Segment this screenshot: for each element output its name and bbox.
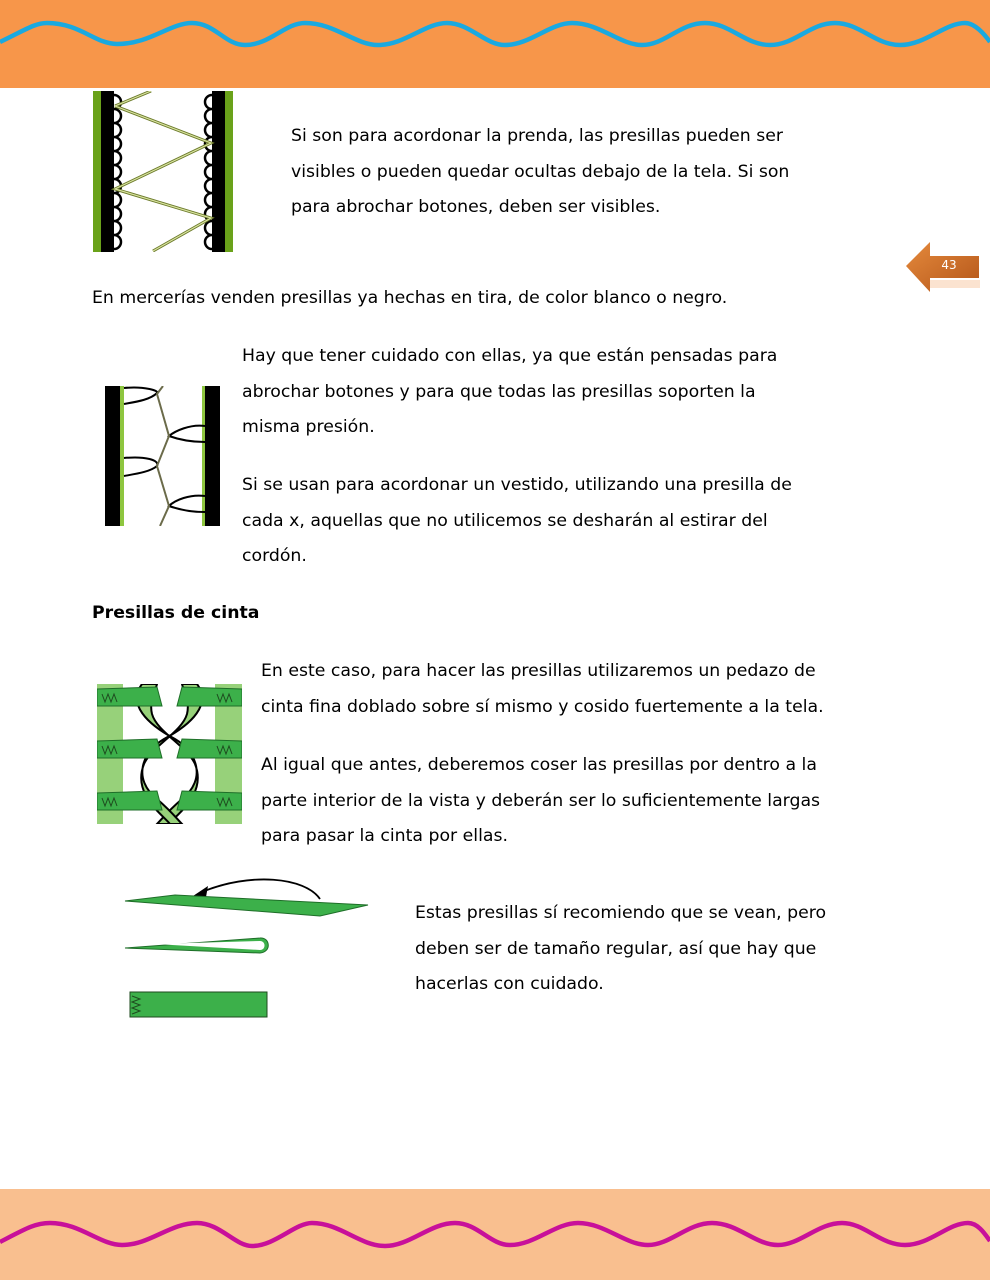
- paragraph-5: [261, 654, 824, 725]
- line: visibles o pueden quedar ocultas debajo de la tela. Si son: [291, 161, 790, 182]
- line: misma presión.: [242, 417, 375, 437]
- presilla-chain-illustration: [93, 91, 233, 252]
- ribbon-presilla-illustration: [97, 684, 242, 824]
- line: Si se usan para acordonar un vestido, utilizando una presilla de: [242, 475, 792, 495]
- line: Si son para acordonar la prenda, las presillas pueden ser: [291, 126, 783, 146]
- line: deben ser de tamaño regular, así que hay que: [415, 938, 817, 959]
- wave-decoration-icon: [0, 0, 990, 88]
- line: abrochar botones y para que todas las presillas soporten la: [242, 381, 756, 402]
- line: cinta fina doblado sobre sí mismo y cosido fuertemente a la tela.: [261, 696, 824, 717]
- paragraph-3: [242, 339, 777, 446]
- paragraph-6: [261, 748, 820, 855]
- paragraph-7: [415, 896, 826, 1003]
- paragraph-2: En mercerías venden presillas ya hechas en tira, de color blanco o negro.: [92, 288, 728, 308]
- line: parte interior de la vista y deberán ser lo suficientemente largas: [261, 790, 821, 811]
- line: Al igual que antes, deberemos coser las presillas por dentro a la: [261, 755, 817, 775]
- wave-decoration-icon: [0, 1189, 990, 1280]
- thread-presilla-illustration: [105, 386, 225, 526]
- line: cordón.: [242, 546, 307, 566]
- line: cada x, aquellas que no utilicemos se desharán al estirar del: [242, 510, 768, 531]
- line: Hay que tener cuidado con ellas, ya que están pensadas para: [242, 346, 778, 366]
- footer-band: [0, 1189, 990, 1280]
- line: para pasar la cinta por ellas.: [261, 826, 508, 846]
- line: para abrochar botones, deben ser visibles.: [291, 197, 661, 217]
- line: hacerlas con cuidado.: [415, 974, 604, 994]
- ribbon-folding-steps-illustration: [120, 872, 375, 1022]
- paragraph-1: [291, 119, 789, 226]
- section-heading: Presillas de cinta: [92, 603, 260, 623]
- header-band: [0, 0, 990, 88]
- line: En este caso, para hacer las presillas utilizaremos un pedazo de: [261, 661, 816, 681]
- paragraph-4: [242, 468, 792, 575]
- line: Estas presillas sí recomiendo que se vean, pero: [415, 903, 827, 923]
- page-number: 43: [941, 258, 957, 272]
